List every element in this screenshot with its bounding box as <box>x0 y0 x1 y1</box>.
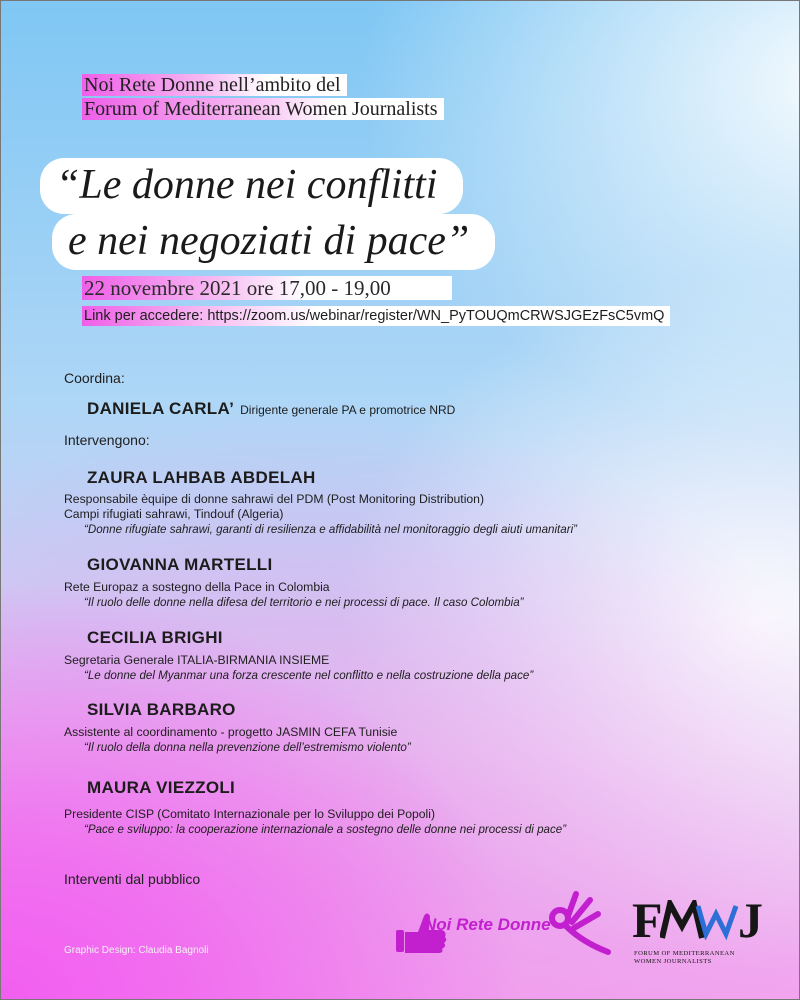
speaker-3-name: CECILIA BRIGHI <box>87 628 223 647</box>
fmwj-logo <box>630 894 770 968</box>
speaker-4-talk: “Il ruolo della donna nella prevenzione dell’estremismo violento” <box>84 741 411 754</box>
speaker-5-talk: “Pace e sviluppo: la cooperazione internazionale a sostegno delle donne nei processi di pace” <box>84 823 567 836</box>
event-title-line-2: e nei negoziati di pace” <box>52 214 495 270</box>
speaker-2-talk: “Il ruolo delle donne nella difesa del territorio e nei processi di pace. Il caso Colombia” <box>84 596 524 609</box>
fmwj-letter-j: J <box>738 892 763 948</box>
public-interventions: Interventi dal pubblico <box>64 871 201 887</box>
fmwj-tagline-1: FORUM OF MEDITERRANEAN <box>634 950 735 957</box>
coordina-label: Coordina: <box>64 370 125 386</box>
intervengono-label: Intervengono: <box>64 432 150 448</box>
event-title-line-1: “Le donne nei conflitti <box>40 158 463 214</box>
svg-text:Noi Rete Donne: Noi Rete Donne <box>424 915 551 934</box>
organizer-line-1: Noi Rete Donne nell’ambito del <box>82 74 347 96</box>
fmwj-mw-icon <box>660 900 742 940</box>
speaker-5-role: Presidente CISP (Comitato Internazionale per lo Sviluppo dei Popoli) <box>64 807 436 821</box>
speaker-1-role: Responsabile èquipe di donne sahrawi del PDM (Post Monitoring Distribution) <box>64 492 485 506</box>
speaker-4-name: SILVIA BARBARO <box>87 700 236 719</box>
ok-hand-icon <box>552 894 608 952</box>
speaker-3-talk: “Le donne del Myanmar una forza crescente nel conflitto e nella costruzione della pace” <box>84 669 534 682</box>
speaker-4-role: Assistente al coordinamento - progetto JASMIN CEFA Tunisie <box>64 725 398 739</box>
coordinator-role: Dirigente generale PA e promotrice NRD <box>240 403 456 417</box>
speaker-5-name: MAURA VIEZZOLI <box>87 778 236 797</box>
organizer-header <box>82 74 444 122</box>
speaker-2-name: GIOVANNA MARTELLI <box>87 555 273 574</box>
speaker-1-role-location: Campi rifugiati sahrawi, Tindouf (Algeria) <box>64 507 284 521</box>
speaker-1-talk: “Donne rifugiate sahrawi, garanti di resilienza e affidabilità nel monitoraggio degli aiuti umanitari” <box>84 523 578 536</box>
speaker-2-role: Rete Europaz a sostegno della Pace in Colombia <box>64 580 330 594</box>
organizer-line-2: Forum of Mediterranean Women Journalists <box>82 98 444 120</box>
fmwj-letter-f: F <box>632 892 663 948</box>
coordinator-name <box>87 399 455 419</box>
event-title <box>40 158 495 270</box>
noi-rete-donne-logo <box>396 886 616 958</box>
fmwj-tagline-2: WOMEN JOURNALISTS <box>634 958 712 965</box>
zoom-link[interactable]: Link per accedere: https://zoom.us/webinar/register/WN_PyTOUQmCRWSJGEzFsC5vmQ <box>82 306 670 326</box>
coordinator-name-text: DANIELA CARLA’ <box>87 399 235 418</box>
speaker-3-role: Segretaria Generale ITALIA-BIRMANIA INSIEME <box>64 653 330 667</box>
speaker-1-name: ZAURA LAHBAB ABDELAH <box>87 468 316 487</box>
event-date: 22 novembre 2021 ore 17,00 - 19,00 <box>82 276 452 300</box>
design-credit: Graphic Design: Claudia Bagnoli <box>64 945 209 956</box>
